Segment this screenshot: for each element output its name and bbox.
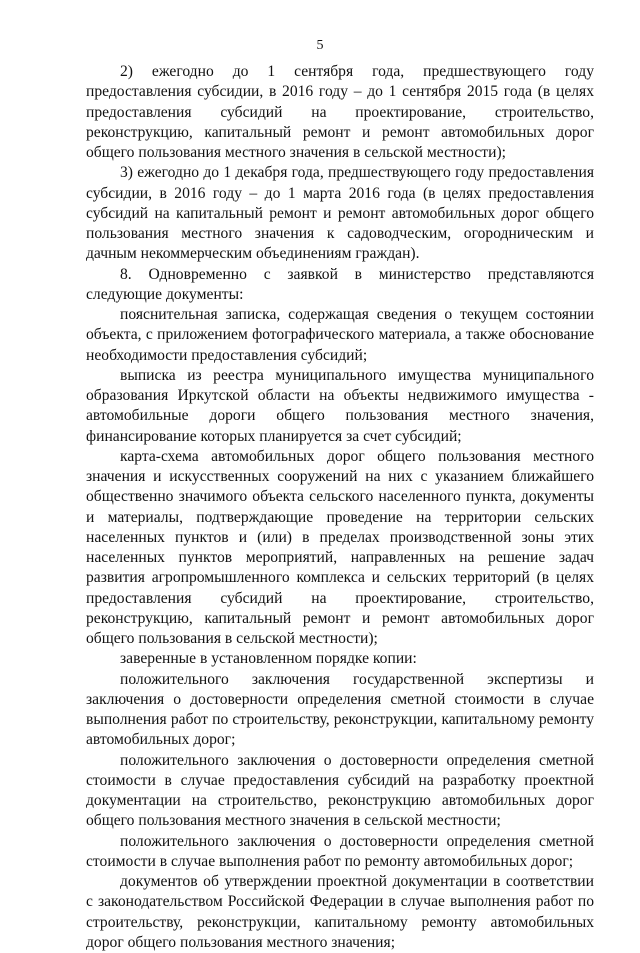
paragraph-road-map-scheme: карта-схема автомобильных дорог общего пользования местного значения и искусственных сооружений на них с указанием ближайшего общественно значимого объекта сельского населенного пункта, документы и материалы, подтверждающие проведение на территории сельских населенных пунктов и (или) в пределах производственной зоны этих населенных пунктов мероприятий, направленных на решение задач развития агропромышленного комплекса и сельских территорий (в целях предоставления субсидий на проектирование, строительство, реконструкцию, капитальный ремонт и ремонт автомобильных дорог общего пользования в сельской местности);: [86, 447, 594, 647]
paragraph-explanatory-note: пояснительная записка, содержащая сведения о текущем состоянии объекта, с приложением фотографического материала, а также обоснование необходимости предоставления субсидий;: [86, 306, 594, 364]
paragraph-deadline-september: 2) ежегодно до 1 сентября года, предшествующего году предоставления субсидии, в 2016 году – до 1 сентября 2015 года (в целях предоставления субсидий на проектирование, строительство, реконструкцию, капитальный ремонт и ремонт автомобильных дорог общего пользования местного значения в сельской местности);: [86, 63, 594, 161]
page-number: 5: [316, 38, 324, 53]
paragraph-registry-extract: выписка из реестра муниципального имущества муниципального образования Иркутской области на объекты недвижимого имущества - автомобильные дороги общего пользования местного значения, финансирование которых планируется за счет субсидий;: [86, 366, 594, 445]
paragraph-documents-intro: 8. Одновременно с заявкой в министерство представляются следующие документы:: [86, 265, 594, 303]
document-body: [86, 62, 594, 953]
paragraph-approval-documents: документов об утверждении проектной документации в соответствии с законодательством Российской Федерации в случае выполнения работ по строительству, реконструкции, капитальному ремонту автомобильных дорог общего пользования местного значения;: [86, 873, 594, 951]
paragraph-design-documentation: положительного заключения о достоверности определения сметной стоимости в случае предоставления субсидий на разработку проектной документации на строительство, реконструкцию автомобильных дорог общего пользования местного значения в сельской местности;: [86, 751, 594, 830]
paragraph-certified-copies: заверенные в установленном порядке копии:: [120, 650, 417, 668]
paragraph-deadline-december: 3) ежегодно до 1 декабря года, предшествующего году предоставления субсидии, в 2016 году – до 1 марта 2016 года (в целях предоставления субсидий на капитальный ремонт и ремонт автомобильных дорог общего пользования местного значения к садоводческим, огородническим и дачным некоммерческим объединениям граждан).: [86, 164, 594, 263]
paragraph-repair-estimate: положительного заключения о достоверности определения сметной стоимости в случае выполнения работ по ремонту автомобильных дорог;: [86, 832, 594, 870]
paragraph-state-expertise: положительного заключения государственной экспертизы и заключения о достоверности определения сметной стоимости в случае выполнения работ по строительству, реконструкции, капитальному ремонту автомобильных дорог;: [86, 670, 594, 749]
